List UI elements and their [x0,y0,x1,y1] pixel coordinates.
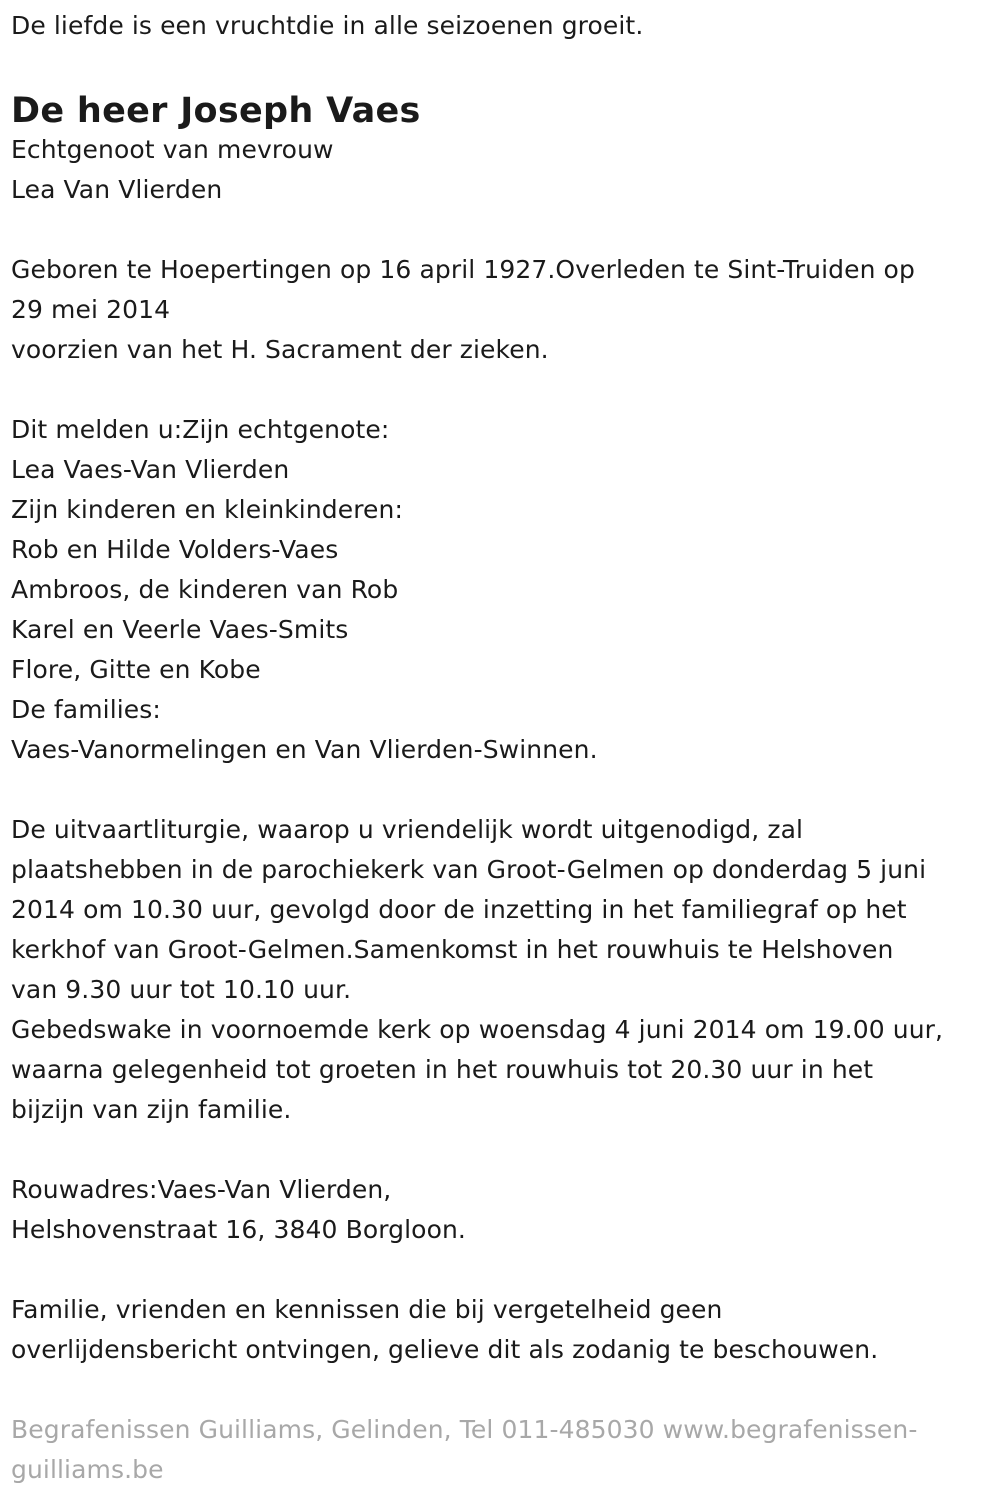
family-line: Ambroos, de kinderen van Rob [11,575,399,604]
family-line: Lea Vaes-Van Vlierden [11,455,290,484]
ceremony-line: waarna gelegenheid tot groeten in het rouwhuis tot 20.30 uur in het [11,1055,874,1084]
family-line: Vaes-Vanormelingen en Van Vlierden-Swinnen. [11,735,598,764]
birth-death-line: 29 mei 2014 [11,295,171,324]
address-line: Helshovenstraat 16, 3840 Borgloon. [11,1215,466,1244]
address-line: Rouwadres:Vaes-Van Vlierden, [11,1175,392,1204]
deceased-name: De heer Joseph Vaes [11,91,421,131]
funeral-home-footer: Begrafenissen Guilliams, Gelinden, Tel 011-485030 www.begrafenissen- [11,1415,918,1444]
family-line: Dit melden u:Zijn echtgenote: [11,415,390,444]
spacer [11,1130,982,1170]
spouse-line: Echtgenoot van mevrouw [11,135,334,164]
ceremony-line: van 9.30 uur tot 10.10 uur. [11,975,352,1004]
spacer [11,1370,982,1410]
family-line: Flore, Gitte en Kobe [11,655,261,684]
ceremony-line: bijzijn van zijn familie. [11,1095,292,1124]
spacer [11,1250,982,1290]
family-line: Rob en Hilde Volders-Vaes [11,535,339,564]
family-line: De families: [11,695,161,724]
ceremony-line: Gebedswake in voornoemde kerk op woensdag 4 juni 2014 om 19.00 uur, [11,1015,944,1044]
motto-quote: De liefde is een vruchtdie in alle seizoenen groeit. [11,11,644,40]
ceremony-line: plaatshebben in de parochiekerk van Groot-Gelmen op donderdag 5 juni [11,855,927,884]
funeral-home-footer: guilliams.be [11,1455,164,1484]
spacer [11,370,982,410]
ceremony-line: 2014 om 10.30 uur, gevolgd door de inzetting in het familiegraf op het [11,895,907,924]
ceremony-line: De uitvaartliturgie, waarop u vriendelijk wordt uitgenodigd, zal [11,815,804,844]
family-line: Zijn kinderen en kleinkinderen: [11,495,403,524]
ceremony-line: kerkhof van Groot-Gelmen.Samenkomst in het rouwhuis te Helshoven [11,935,894,964]
notice-line: overlijdensbericht ontvingen, gelieve dit als zodanig te beschouwen. [11,1335,879,1364]
spacer [11,210,982,250]
birth-death-line: Geboren te Hoepertingen op 16 april 1927.Overleden te Sint-Truiden op [11,255,915,284]
family-line: Karel en Veerle Vaes-Smits [11,615,349,644]
spacer [11,770,982,810]
birth-death-line: voorzien van het H. Sacrament der zieken. [11,335,549,364]
spouse-line: Lea Van Vlierden [11,175,223,204]
notice-line: Familie, vrienden en kennissen die bij vergetelheid geen [11,1295,723,1324]
